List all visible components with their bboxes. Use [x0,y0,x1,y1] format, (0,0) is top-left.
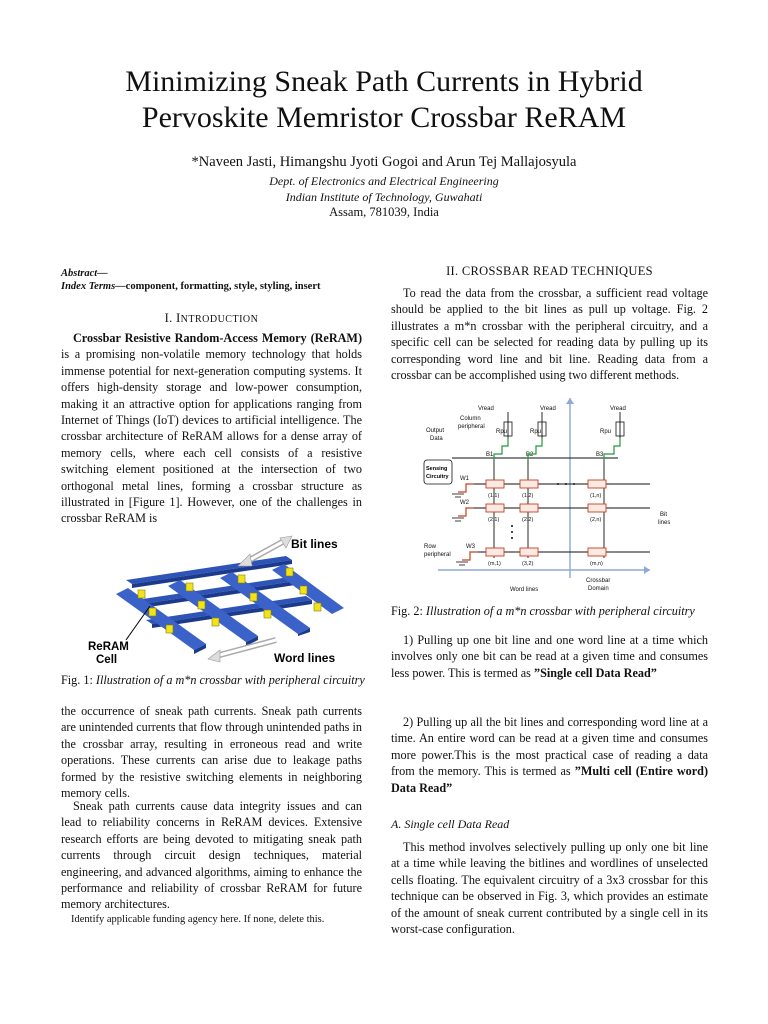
fig2-rpu-3: Rpu [600,429,612,435]
fig2-sensing-label: Sensing [426,466,448,472]
fig2-domain-label: Domain [588,586,609,592]
intro-heading-rest: NTRODUCTION [180,314,259,325]
author-list: *Naveen Jasti, Himangshu Jyoti Gogoi and Arun Tej Mallajosyula [191,154,577,170]
fig2-cell-1-n: (1,n) [590,493,602,499]
fig2-cell-2-1: (2,1) [488,517,500,523]
fig2-caption-text: Illustration of a m*n crossbar with peripheral circuitry [425,604,695,618]
fig2-row-peripheral-label: peripheral [424,552,451,558]
figure-2-caption [391,603,708,619]
fig2-b2-label: B2 [526,452,534,458]
index-terms: —component, formatting, style, styling, insert [115,281,321,292]
figure-1-caption [61,672,371,688]
index-terms-label: Index Terms [61,281,116,292]
fig1-label-bitlines: Bit lines [291,537,338,551]
fig2-cell-1-2: (1,2) [522,493,534,499]
fig2-b3-label: B3 [596,452,604,458]
fig2-bit-label: Bit [660,512,668,518]
fig2-cell-2-n: (2,n) [590,517,602,523]
fig1-label-cell: Cell [96,654,118,666]
fig2-wordlines-label: Word lines [510,587,539,593]
fig2-cell-3-2: (3,2) [522,561,534,567]
figure-1-crossbar-illustration [86,526,354,666]
intro-paragraph-2: the occurrence of sneak path currents. Sneak path currents are unintended currents that flow through unintended paths in the crossbar array, resulting in erroneous read and write operations. These currents can arise due to leakage paths formed by the resistive switching elements in neighboring memory cells. [61,704,362,801]
fig2-data-label: Data [430,436,443,442]
read-method-1 [391,632,708,681]
fig2-word-lines [474,484,650,552]
intro-heading-first: I [175,310,181,325]
fig2-column-label: Column [460,416,481,422]
read-method-1-name: ”Single cell Data Read” [533,665,657,680]
fig2-rpu-1: Rpu [496,429,508,435]
fig2-row-label: Row [424,544,437,550]
read-method-2-text: 2) Pulling up all the bit lines and corresponding word line at a time. An entire word can be read at a given time and consumes more power.This is the most practical case of reading a data from the memory. This is termed as [391,715,708,779]
fig2-column-peripheral-label: peripheral [458,424,485,430]
fig2-circuitry-label: Circuitry [426,474,449,480]
subsection-a-heading: A. Single cell Data Read [391,817,510,831]
fig1-label-reram: ReRAM [88,641,129,653]
fig2-output-label: Output [426,428,445,434]
paper-title [0,64,768,136]
fig2-w3-label: W3 [466,544,475,550]
fig2-vread-3: Vread [610,406,626,412]
fig1-caption-label: Fig. 1: [61,673,96,687]
fig2-cell-m-1: (m,1) [488,561,501,567]
intro-heading-number: I. [164,311,176,325]
fig2-caption-label: Fig. 2: [391,604,426,618]
fig2-b1-label: B1 [486,452,494,458]
fig2-rpu-2: Rpu [530,429,542,435]
funding-footnote: Identify applicable funding agency here. If none, delete this. [71,914,325,925]
fig2-vread-2: Vread [540,406,556,412]
fig2-lines-label: lines [658,520,671,526]
figure-2-crossbar-circuit [418,398,708,598]
fig2-w1-label: W1 [460,476,469,482]
fig2-sensing-box [424,460,452,484]
intro-paragraph-1 [61,330,362,527]
affiliation-dept: Dept. of Electronics and Electrical Engineering [269,174,499,188]
read-method-2-name: ”Multi cell (Entire word) Data Read” [391,764,709,795]
fig2-w2-label: W2 [460,500,469,506]
read-method-2 [391,714,708,796]
fig1-caption-text: Illustration of a m*n crossbar with peripheral circuitry [95,673,365,687]
intro-paragraph-3: Sneak path currents cause data integrity issues and can lead to reliability concerns in ReRAM devices. Extensive research efforts are being devoted to mitigating sneak path currents through circuit design techniques, material engineering, and advanced algorithms, aiming to enhance the performance and reliability of crossbar ReRAM for future memory architectures. [61,799,362,912]
intro-p1-bold: Crossbar Resistive Random-Access Memory (ReRAM) [73,331,362,345]
read-method-1-text: 1) Pulling up one bit line and one word line at a time which involves only one bit can be read at a given time and consumes less power. This is termed as [391,633,708,680]
single-cell-paragraph: This method involves selectively pulling up only one bit line at a time while leaving the bitlines and wordlines of unselected cells floating. The equivalent circuitry of a 3x3 crossbar for this technique can be observed in Fig. 3, which provides an estimate of the amount of sneak current contributed by a single cell in its worst-case configuration. [391,840,708,937]
affiliation-city: Assam, 781039, India [329,205,439,219]
fig2-cell-1-1: (1,1) [488,493,500,499]
abstract-block [61,267,362,293]
fig1-wordlines-arrow [208,640,276,662]
abstract-label: Abstract— [61,268,108,279]
section-2-paragraph-1: To read the data from the crossbar, a sufficient read voltage should be applied to the bit lines as pull up voltage. Fig. 2 illustrates a m*n crossbar with the peripheral circuitry, and a specific cell can be selected for reading data by pulling up its corresponding word line and bit line. Reading data from a crossbar can be accomplished using two different methods. [391,286,708,383]
intro-heading [61,310,362,326]
affiliation-institute: Indian Institute of Technology, Guwahati [285,190,483,204]
fig2-memristor-cells [486,480,606,556]
title-line-2: Pervoskite Memristor Crossbar ReRAM [141,101,627,134]
intro-p1-text: is a promising non-volatile memory technology that holds immense potential for next-generation computing systems. It offers high-density storage and low-power consumption, making it an attractive option for applications ranging from Internet of Things (IoT) devices to artificial intelligence. The crossbar architecture of ReRAM allows for a dense array of memory cells, where each cell consists of a resistive switching element positioned at the intersection of two orthogonal metal lines, forming a crossbar structure as illustrated in [Figure 1]. However, one of the challenges in crossbar ReRAM is [61,347,362,526]
fig1-pointer-line [126,606,150,640]
title-line-1: Minimizing Sneak Path Currents in Hybrid [125,65,643,98]
fig1-label-wordlines: Word lines [274,651,336,665]
fig2-cell-2-2: (2,2) [522,517,534,523]
section-2-heading: II. CROSSBAR READ TECHNIQUES [446,264,653,278]
fig2-cell-m-n: (m,n) [590,561,603,567]
fig2-crossbar-label: Crossbar [586,578,611,584]
fig2-vread-1: Vread [478,406,494,412]
